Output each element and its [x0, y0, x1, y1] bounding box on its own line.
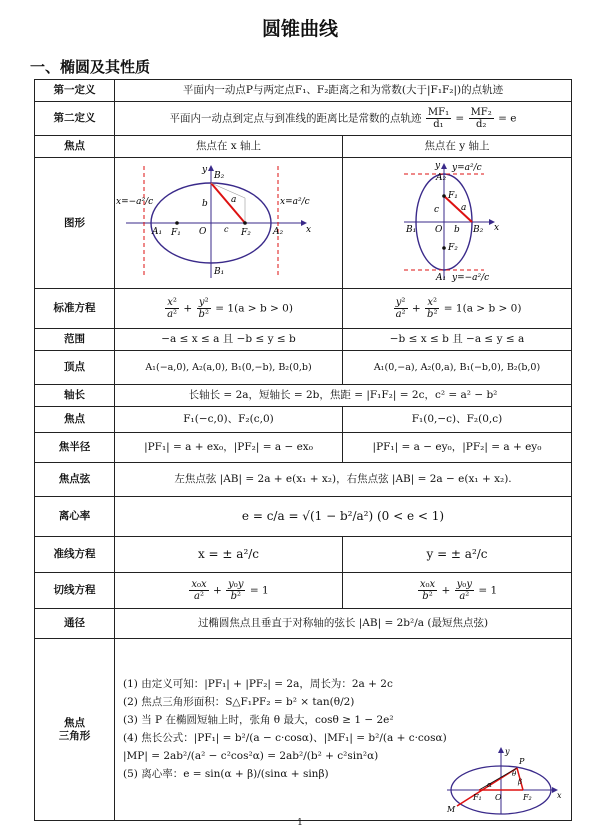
label-directrix: 准线方程 [35, 537, 115, 573]
label-graph: 图形 [35, 158, 115, 289]
row-tangent [35, 573, 572, 609]
label-focal-chord: 焦点弦 [35, 463, 115, 497]
focus-on-x-axis: 焦点在 x 轴上 [115, 136, 343, 158]
svg-text:x=−a²/c: x=−a²/c [115, 197, 153, 207]
svg-text:O: O [495, 793, 502, 803]
range-x: −a ≤ x ≤ a 且 −b ≤ y ≤ b [115, 329, 343, 351]
svg-text:c: c [223, 225, 228, 234]
focus-on-y-axis: 焦点在 y 轴上 [343, 136, 572, 158]
svg-text:c: c [433, 205, 439, 215]
tri-item-2: (2) 焦点三角形面积：S△F₁PF₂ = b² × tan(θ/2) [123, 695, 355, 708]
focal-radius-x: |PF₁| = a + ex₀，|PF₂| = a − ex₀ [115, 433, 343, 463]
horizontal-ellipse-diagram [116, 158, 342, 284]
row-focal-triangle [35, 639, 572, 821]
svg-text:A₂: A₂ [272, 227, 283, 237]
focal-triangle-properties [115, 639, 572, 821]
svg-text:F₁: F₁ [473, 793, 482, 803]
label-second-definition: 第二定义 [35, 102, 115, 136]
row-range [35, 329, 572, 351]
label-latus-rectum: 通径 [35, 609, 115, 639]
svg-text:F₂: F₂ [240, 228, 251, 238]
second-definition-cell: 平面内一动点到定点与到准线的距离比是常数的点轨迹 $\frac{\text{MF₁}}{\text{d₁}}$ = $\frac{\text{MF₂}}{\text{d₂}}$ = e [115, 102, 572, 136]
svg-text:y=a²/c: y=a²/c [451, 163, 482, 173]
svg-text:y: y [434, 161, 440, 171]
svg-text:b: b [453, 225, 460, 235]
standard-equation-x: $\frac{\text{x²}}{\text{a²}}$ + $\frac{\text{y²}}{\text{b²}}$ = 1(a > b > 0) [115, 289, 343, 329]
svg-text:F₁: F₁ [447, 191, 458, 201]
row-axis-length [35, 385, 572, 407]
svg-text:x=a²/c: x=a²/c [279, 197, 310, 207]
svg-text:a: a [460, 203, 466, 213]
svg-text:P: P [519, 757, 525, 767]
svg-text:B₁: B₁ [213, 267, 224, 277]
svg-text:α: α [487, 781, 492, 790]
svg-text:F₁: F₁ [170, 228, 181, 238]
svg-text:x: x [493, 223, 499, 233]
svg-text:y=−a²/c: y=−a²/c [451, 273, 489, 283]
standard-equation-y: $\frac{\text{y²}}{\text{a²}}$ + $\frac{\text{x²}}{\text{b²}}$ = 1(a > b > 0) [343, 289, 572, 329]
row-vertex [35, 351, 572, 385]
vertex-y: A₁(0,−a), A₂(0,a), B₁(−b,0), B₂(b,0) [343, 351, 572, 385]
row-latus-rectum [35, 609, 572, 639]
svg-text:F₂: F₂ [523, 793, 532, 803]
tri-item-4: (4) 焦长公式：|PF₁| = b²/(a − c·cosα)、|MF₁| = b²/(a + c·cosα) [123, 732, 447, 745]
first-definition-text: 平面内一动点P与两定点F₁、F₂距离之和为常数(大于|F₁F₂|)的点轨迹 [115, 80, 572, 102]
focal-radius-y: |PF₁| = a − ey₀，|PF₂| = a + ey₀ [343, 433, 572, 463]
label-focus: 焦点 [35, 136, 115, 158]
svg-text:F₂: F₂ [447, 243, 458, 253]
focal-triangle-diagram [445, 746, 565, 816]
svg-text:B₁: B₁ [405, 225, 416, 235]
row-focus-position [35, 136, 572, 158]
row-eccentricity [35, 497, 572, 537]
label-foci: 焦点 [35, 407, 115, 433]
tri-item-1: (1) 由定义可知：|PF₁| + |PF₂| = 2a，周长为：2a + 2c [123, 677, 393, 690]
latus-rectum-text: 过椭圆焦点且垂直于对称轴的弦长 |AB| = 2b²/a (最短焦点弦) [115, 609, 572, 639]
svg-text:B₂: B₂ [472, 225, 483, 235]
svg-text:B₂: B₂ [213, 171, 224, 181]
label-eccentricity: 离心率 [35, 497, 115, 537]
page-title: 圆锥曲线 [261, 18, 338, 40]
row-focal-radius [35, 433, 572, 463]
vertical-ellipse-diagram [344, 158, 571, 284]
label-vertex: 顶点 [35, 351, 115, 385]
tri-item-6: (5) 离心率：e = sin(α + β)/(sinα + sinβ) [123, 768, 329, 781]
svg-text:O: O [434, 225, 442, 235]
row-second-definition [35, 102, 572, 136]
svg-text:y: y [201, 165, 207, 175]
svg-text:θ: θ [512, 770, 517, 779]
svg-text:A₁: A₁ [435, 273, 446, 283]
tangent-y: $\frac{\text{x₀x}}{\text{b²}}$ + $\frac{\text{y₀y}}{\text{a²}}$ = 1 [343, 573, 572, 609]
ratio-mf1-d1: $\frac{\text{MF₁}}{\text{d₁}}$ [427, 107, 450, 130]
axis-length-text: 长轴长 = 2a，短轴长 = 2b，焦距 = |F₁F₂| = 2c，c² = a² − b² [115, 385, 572, 407]
section-heading: 一、椭圆及其性质 [30, 58, 151, 76]
row-standard-equation [35, 289, 572, 329]
label-focal-triangle: 焦点 三角形 [35, 639, 115, 821]
label-focal-radius: 焦半径 [35, 433, 115, 463]
page-number: 1 [297, 818, 303, 828]
directrix-x: x = ± a²/c [115, 537, 343, 573]
ellipse-properties-table [34, 79, 572, 821]
eccentricity-tail: = e [498, 112, 517, 125]
graph-horizontal-ellipse [115, 158, 343, 289]
label-range: 范围 [35, 329, 115, 351]
second-definition-text: 平面内一动点到定点与到准线的距离比是常数的点轨迹 [169, 112, 422, 125]
svg-text:b: b [201, 199, 208, 209]
svg-text:a: a [230, 195, 236, 205]
svg-text:A₂: A₂ [435, 173, 446, 183]
tri-item-5: |MP| = 2ab²/(a² − c²cos²α) = 2ab²/(b² + c²sin²α) [123, 750, 379, 763]
svg-text:β: β [518, 778, 523, 787]
graph-vertical-ellipse [343, 158, 572, 289]
focal-chord-text: 左焦点弦 |AB| = 2a + e(x₁ + x₂)，右焦点弦 |AB| = 2a − e(x₁ + x₂). [115, 463, 572, 497]
row-directrix [35, 537, 572, 573]
svg-text:O: O [198, 227, 206, 237]
ratio-mf2-d2: $\frac{\text{MF₂}}{\text{d₂}}$ [470, 107, 492, 130]
row-foci [35, 407, 572, 433]
range-y: −b ≤ x ≤ b 且 −a ≤ y ≤ a [343, 329, 572, 351]
tangent-x: $\frac{\text{x₀x}}{\text{a²}}$ + $\frac{\text{y₀y}}{\text{b²}}$ = 1 [115, 573, 343, 609]
svg-text:M: M [447, 805, 456, 815]
row-focal-chord [35, 463, 572, 497]
svg-text:x: x [305, 225, 311, 235]
svg-text:A₁: A₁ [151, 227, 162, 237]
label-first-definition: 第一定义 [35, 80, 115, 102]
label-axis-length: 轴长 [35, 385, 115, 407]
svg-text:y: y [505, 747, 510, 757]
row-first-definition [35, 80, 572, 102]
row-graph [35, 158, 572, 289]
vertex-x: A₁(−a,0), A₂(a,0), B₁(0,−b), B₂(0,b) [115, 351, 343, 385]
foci-y: F₁(0,−c)、F₂(0,c) [343, 407, 572, 433]
tri-item-3: (3) 当 P 在椭圆短轴上时，张角 θ 最大，cosθ ≥ 1 − 2e² [123, 714, 394, 726]
svg-text:x: x [557, 791, 562, 801]
directrix-y: y = ± a²/c [343, 537, 572, 573]
eccentricity-text: e = c/a = √(1 − b²/a²) (0 < e < 1) [115, 497, 572, 537]
label-standard-equation: 标准方程 [35, 289, 115, 329]
label-tangent: 切线方程 [35, 573, 115, 609]
foci-x: F₁(−c,0)、F₂(c,0) [115, 407, 343, 433]
